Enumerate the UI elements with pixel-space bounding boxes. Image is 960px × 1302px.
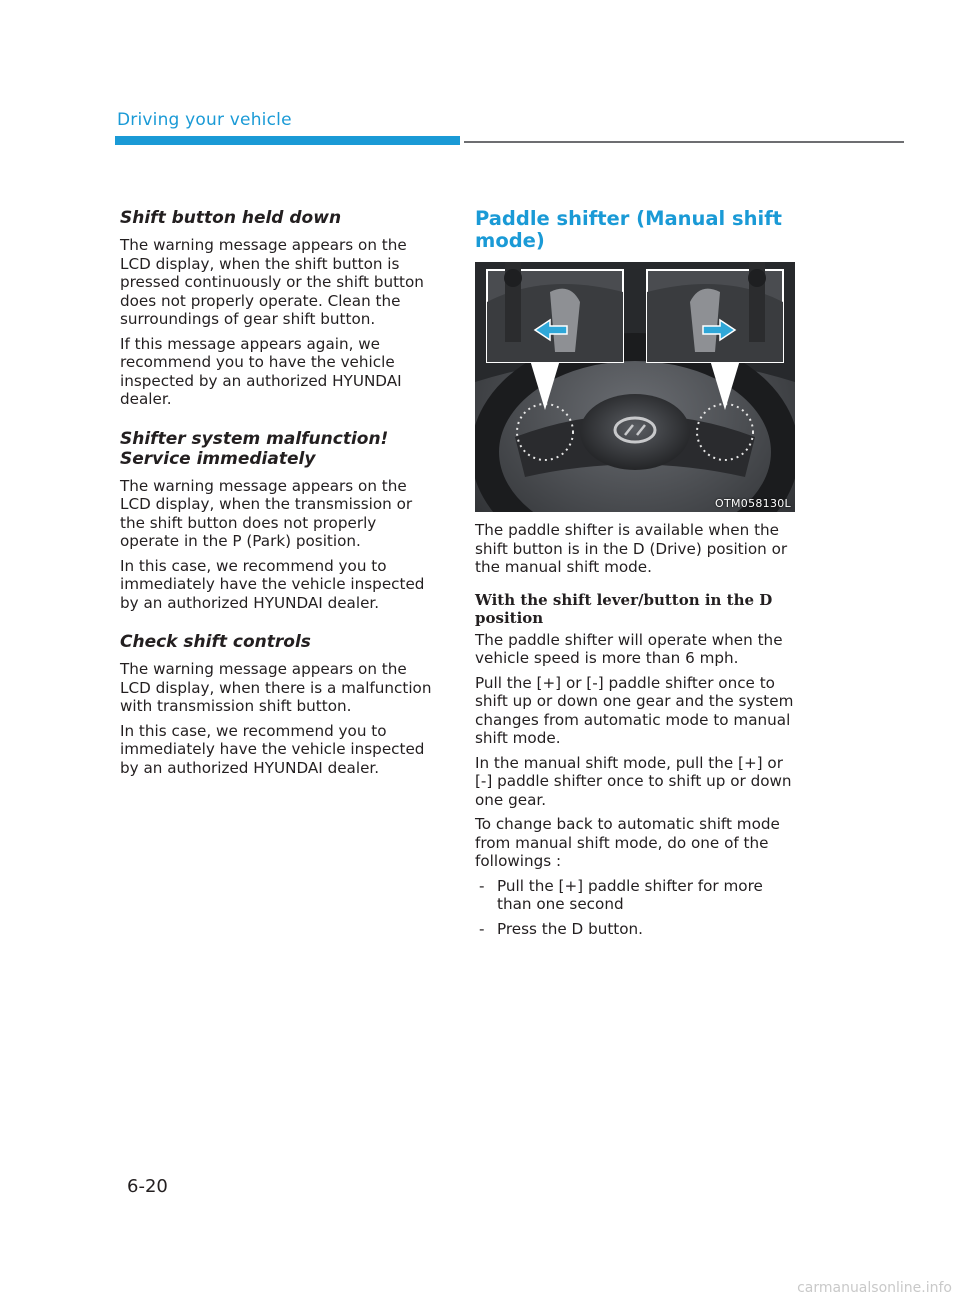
paragraph: The paddle shifter is available when the shift button is in the D (Drive) position or the manual shift mode. [475,521,788,576]
dash-bullet: - [479,919,485,938]
paragraph: The warning message appears on the LCD display, when the transmission or the shift button does not properly operate in the P (Park) position. [120,476,413,550]
option-list [475,877,795,939]
steering-wheel-illustration [475,262,795,512]
paragraph: If this message appears again, we recommend you to have the vehicle inspected by an authorized HYUNDAI dealer. [120,334,402,408]
paddle-shifter-figure [475,262,795,512]
section-title: Paddle shifter (Manual shift mode) [475,207,783,252]
watermark: carmanualsonline.info [797,1280,952,1296]
header-rule [464,141,904,143]
paragraph: Pull the [+] or [-] paddle shifter once to shift up or down one gear and the system changes from automatic mode to manual shift mode. [475,673,794,747]
left-column [120,208,440,783]
page-number: 6-20 [127,1176,168,1197]
subheading: With the shift lever/button in the D position [475,590,773,627]
section-heading: Check shift controls [120,632,311,652]
list-item-text: Pull the [+] paddle shifter for more than one second [497,876,763,913]
paragraph: To change back to automatic shift mode from manual shift mode, do one of the followings : [475,815,780,870]
section-heading: Shift button held down [120,208,342,228]
paragraph: In the manual shift mode, pull the [+] or [-] paddle shifter once to shift up or down one gear. [475,753,792,809]
paragraph: In this case, we recommend you to immediately have the vehicle inspected by an authorized HYUNDAI dealer. [120,721,425,777]
section-heading: Shifter system malfunction! Service immediately [120,428,389,469]
header-rule-accent [115,136,460,145]
right-column [475,208,795,944]
paragraph: The paddle shifter will operate when the vehicle speed is more than 6 mph. [475,630,783,667]
paragraph: The warning message appears on the LCD display, when there is a malfunction with transmission shift button. [120,660,432,715]
list-item [475,877,795,914]
running-header: Driving your vehicle [117,110,292,130]
paragraph: The warning message appears on the LCD display, when the shift button is pressed continuously or the shift button does not properly operate. Clean the surroundings of gear shift button. [120,236,424,328]
list-item-text: Press the D button. [497,919,643,938]
figure-code: OTM058130L [715,497,791,510]
list-item [475,920,795,939]
dash-bullet: - [479,876,485,895]
paragraph: In this case, we recommend you to immediately have the vehicle inspected by an authorized HYUNDAI dealer. [120,556,425,612]
